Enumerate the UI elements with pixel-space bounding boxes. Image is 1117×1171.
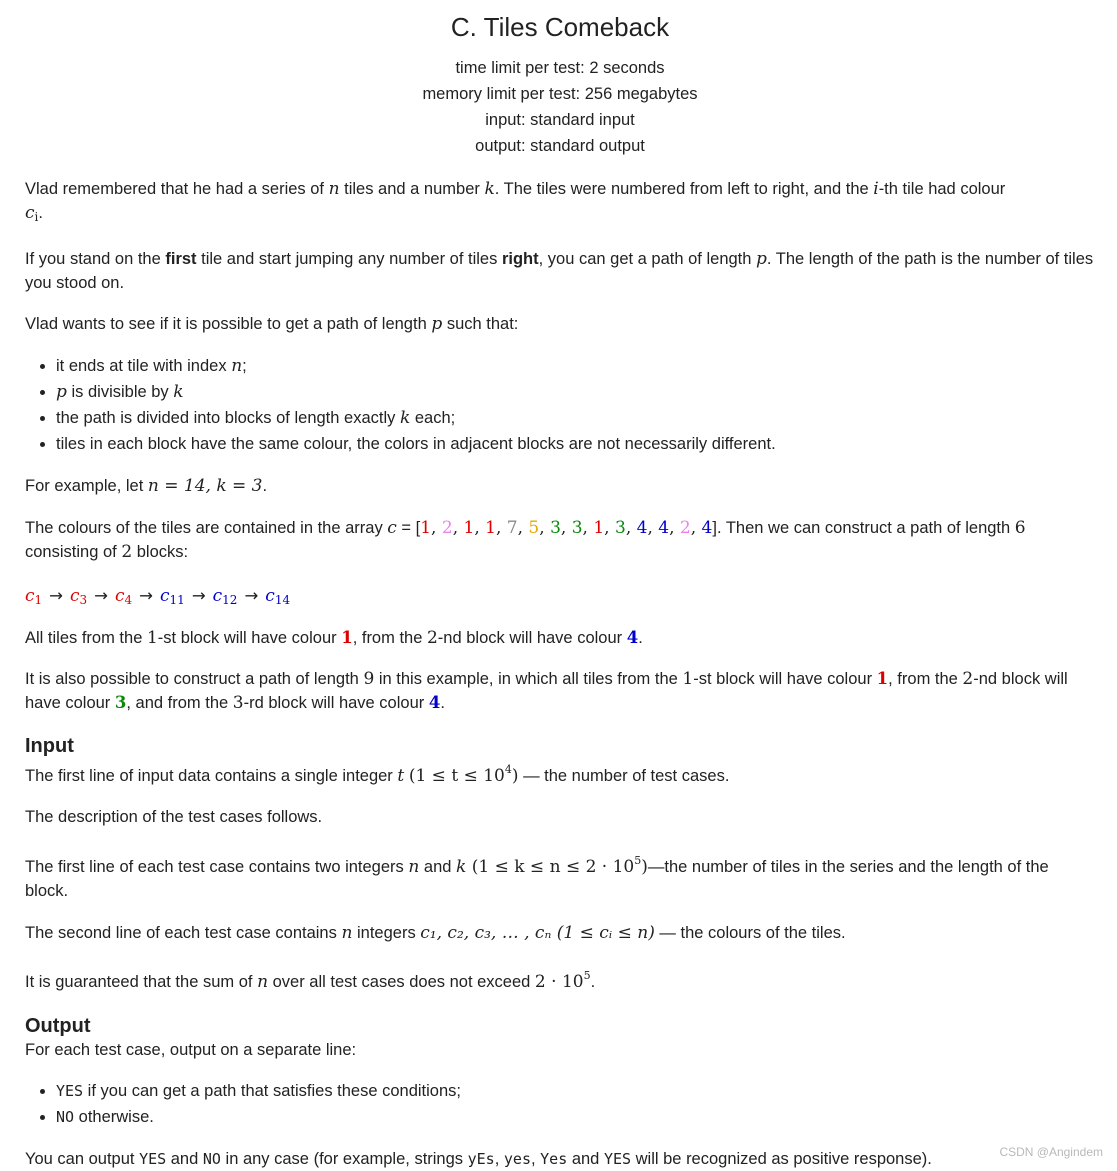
- legend-paragraph-4: [25, 474, 1095, 498]
- input-spec: input: standard input: [485, 111, 635, 129]
- text: .: [262, 477, 268, 495]
- math: 9: [363, 669, 375, 689]
- array-value: 3: [614, 518, 626, 538]
- memory-limit: memory limit per test: 256 megabytes: [422, 85, 698, 103]
- text: —the number of tiles in the series and the length of the block.: [25, 858, 1049, 900]
- text: , from the: [352, 629, 427, 647]
- array-value: 1: [420, 518, 432, 538]
- text: in this example, in which all tiles from the: [374, 670, 683, 688]
- text: -nd block will have colour: [437, 629, 627, 647]
- math: n: [231, 356, 243, 376]
- input-heading: Input: [25, 735, 74, 757]
- text: — the number of test cases.: [518, 767, 730, 785]
- array-separator: ,: [474, 518, 486, 538]
- arrow-icon: →: [244, 586, 259, 605]
- problem-statement: [25, 0, 1095, 1171]
- math-sub: i: [34, 210, 39, 224]
- array-separator: ,: [517, 518, 529, 538]
- path-tile-letter: c: [160, 586, 170, 606]
- list-item: [56, 379, 1095, 405]
- text: The second line of each test case contains: [25, 924, 342, 942]
- array-separator: ,: [495, 518, 507, 538]
- text: and: [567, 1150, 604, 1168]
- arrow-icon: →: [49, 586, 63, 605]
- text: It is guaranteed that the sum of: [25, 973, 258, 991]
- text: if you can get a path that satisfies these conditions;: [83, 1082, 461, 1100]
- colour-array: [420, 519, 712, 537]
- math-sup: 5: [583, 969, 591, 982]
- output-paragraph-2: [25, 1147, 1095, 1171]
- array-separator: ,: [625, 518, 637, 538]
- text: .: [638, 629, 643, 647]
- text: , you can get a path of length: [538, 250, 757, 268]
- text: Vlad remembered that he had a series of: [25, 180, 329, 198]
- array-value: 4: [636, 518, 648, 538]
- colour-value: 3: [114, 693, 127, 712]
- text: = [: [396, 519, 421, 537]
- array-value: 7: [506, 518, 518, 538]
- math-n: n: [408, 857, 420, 877]
- text: over all test cases does not exceed: [268, 973, 535, 991]
- math-n: n: [328, 179, 340, 199]
- math: k: [173, 382, 184, 402]
- input-paragraph-5: [25, 964, 1095, 994]
- math: 2: [426, 628, 438, 648]
- list-item: [56, 353, 1095, 379]
- array-value: 2: [441, 518, 453, 538]
- text: each;: [410, 409, 456, 427]
- time-limit: time limit per test: 2 seconds: [455, 59, 665, 77]
- array-value: 1: [593, 518, 605, 538]
- legend-paragraph-1: [25, 177, 1095, 229]
- array-separator: ,: [582, 518, 594, 538]
- text: , from the: [888, 670, 963, 688]
- path-tile-index: 1: [34, 593, 43, 607]
- math: 6: [1014, 518, 1026, 538]
- path-tile-index: 12: [222, 593, 238, 607]
- code: Yes: [540, 1150, 568, 1168]
- math: 2: [962, 669, 974, 689]
- watermark: CSDN @Angindem: [999, 1145, 1103, 1159]
- text: in any case (for example, strings: [220, 1150, 468, 1168]
- array-separator: ,: [604, 518, 615, 538]
- text: -st block will have colour: [157, 629, 342, 647]
- text: Vlad wants to see if it is possible to get a path of length: [25, 315, 432, 333]
- path-tile-letter: c: [70, 586, 80, 606]
- path-tile: [25, 587, 42, 605]
- path-tile-letter: c: [25, 586, 35, 606]
- code: YES: [603, 1150, 632, 1168]
- arrow-icon: →: [139, 586, 153, 605]
- path-tile-letter: c: [265, 586, 275, 606]
- text: -th tile had colour: [878, 180, 1006, 198]
- input-paragraph-1: [25, 758, 1095, 788]
- text: ]: [712, 519, 717, 537]
- math-p: p: [756, 249, 767, 269]
- math: ): [641, 857, 648, 877]
- colour-value: 4: [428, 693, 441, 712]
- problem-header: [25, 10, 1095, 159]
- math-i: i: [873, 179, 879, 199]
- text: . Then we can construct a path of length: [716, 519, 1015, 537]
- text: tiles in each block have the same colour, the colors in adjacent blocks are not necessarily different.: [56, 435, 776, 453]
- array-value: 2: [679, 518, 691, 538]
- text: is divisible by: [66, 383, 174, 401]
- arrow-icon: →: [191, 586, 206, 605]
- text: You can output: [25, 1150, 140, 1168]
- output-spec: output: standard output: [475, 137, 645, 155]
- bold-first: first: [165, 250, 197, 268]
- list-item: [56, 1078, 1095, 1104]
- array-separator: ,: [539, 518, 551, 538]
- text: .: [440, 694, 445, 712]
- text: integers: [352, 924, 421, 942]
- text: -st block will have colour: [693, 670, 877, 688]
- path-tile: [213, 587, 238, 605]
- array-value: 3: [571, 518, 583, 538]
- text: .: [38, 204, 43, 222]
- text: For example, let: [25, 477, 148, 495]
- legend-paragraph-6: [25, 626, 1095, 650]
- text: it ends at tile with index: [56, 357, 232, 375]
- math: (1 ≤ t ≤ 10: [408, 766, 505, 786]
- path-tile: [70, 587, 87, 605]
- list-item: [56, 1104, 1095, 1130]
- math: 1: [146, 628, 158, 648]
- list-item: [56, 431, 1095, 457]
- legend-paragraph-3: [25, 312, 1095, 336]
- text: If you stand on the: [25, 250, 166, 268]
- math: k: [399, 408, 411, 428]
- math-n: n: [341, 923, 353, 943]
- array-separator: ,: [431, 518, 442, 538]
- code-no: NO: [56, 1108, 75, 1126]
- math: 2 · 10: [534, 972, 584, 992]
- text: tiles and a number: [339, 180, 485, 198]
- array-value: 4: [658, 518, 670, 538]
- array-separator: ,: [647, 518, 659, 538]
- text: and: [166, 1150, 203, 1168]
- path-tile: [265, 587, 290, 605]
- arrow-icon: →: [94, 586, 108, 605]
- math: n = 14, k = 3: [147, 476, 263, 496]
- legend-paragraph-5: [25, 516, 1095, 564]
- math-sup: 4: [504, 763, 512, 776]
- math-k: k: [484, 179, 495, 199]
- text: -nd block will have colour: [25, 670, 1068, 712]
- text: the path is divided into blocks of length exactly: [56, 409, 400, 427]
- math-k: k: [456, 857, 467, 877]
- input-paragraph-3: [25, 849, 1095, 903]
- text: and: [419, 858, 457, 876]
- array-value: 5: [528, 518, 540, 538]
- text: All tiles from the: [25, 629, 147, 647]
- text: -rd block will have colour: [243, 694, 429, 712]
- list-item: [56, 405, 1095, 431]
- math-p: p: [431, 314, 443, 334]
- colour-value: 1: [876, 669, 889, 688]
- output-paragraph-1: For each test case, output on a separate line:: [25, 1041, 357, 1059]
- math: (1 ≤ cᵢ ≤ n): [551, 923, 655, 943]
- math: p: [56, 382, 67, 402]
- text: . The length of the path is the number of tiles you stood on.: [25, 250, 1094, 292]
- array-separator: ,: [690, 518, 702, 538]
- math: 3: [232, 693, 244, 713]
- text: — the colours of the tiles.: [654, 924, 846, 942]
- path-tile-index: 4: [124, 593, 133, 607]
- example-path: [25, 584, 1095, 612]
- math-c: c: [387, 518, 397, 538]
- math: 2: [121, 542, 133, 562]
- array-separator: ,: [669, 518, 680, 538]
- array-value: 4: [701, 518, 713, 538]
- path-tile: [160, 587, 185, 605]
- text: consisting of: [25, 543, 122, 561]
- text: ;: [242, 357, 247, 375]
- math-c: c: [25, 203, 35, 223]
- path-tile: [115, 587, 132, 605]
- problem-title: C. Tiles Comeback: [450, 12, 670, 42]
- text: blocks:: [132, 543, 189, 561]
- text: ,: [530, 1150, 541, 1168]
- code-yes: YES: [56, 1082, 84, 1100]
- code: yes: [503, 1150, 531, 1168]
- text: such that:: [442, 315, 519, 333]
- output-heading: Output: [25, 1015, 91, 1037]
- input-paragraph-2: The description of the test cases follows.: [25, 808, 323, 826]
- text: The colours of the tiles are contained in the array: [25, 519, 388, 537]
- path-tile-index: 3: [79, 593, 88, 607]
- colour-value: 1: [341, 628, 353, 647]
- text: .: [590, 973, 596, 991]
- output-list: [25, 1078, 1095, 1130]
- math: (1 ≤ k ≤ n ≤ 2 · 10: [466, 857, 635, 877]
- path-tile-letter: c: [115, 586, 125, 606]
- code: NO: [202, 1150, 221, 1168]
- math-n: n: [257, 972, 269, 992]
- legend-paragraph-7: [25, 667, 1095, 715]
- text: It is also possible to construct a path of length: [25, 670, 364, 688]
- math: 1: [682, 669, 694, 689]
- text: tile and start jumping any number of tiles: [196, 250, 502, 268]
- legend-paragraph-2: [25, 247, 1095, 295]
- array-separator: ,: [452, 518, 464, 538]
- code: yEs: [467, 1150, 495, 1168]
- array-value: 3: [550, 518, 561, 538]
- text: will be recognized as positive response).: [631, 1150, 932, 1168]
- text: ,: [494, 1150, 504, 1168]
- math: ): [511, 766, 519, 786]
- conditions-list: [25, 353, 1095, 457]
- text: The first line of each test case contains two integers: [25, 858, 409, 876]
- math: c₁, c₂, c₃, … , cₙ: [420, 923, 552, 943]
- text: , and from the: [126, 694, 233, 712]
- text: The first line of input data contains a single integer: [25, 767, 398, 785]
- text: otherwise.: [74, 1108, 154, 1126]
- bold-right: right: [501, 250, 539, 268]
- array-value: 1: [485, 518, 496, 538]
- array-separator: ,: [560, 518, 572, 538]
- input-paragraph-4: [25, 921, 1095, 945]
- path-tile-index: 11: [169, 593, 185, 607]
- path-tile-index: 14: [274, 593, 291, 607]
- math-t: t: [397, 766, 405, 786]
- path-tile-letter: c: [212, 586, 223, 606]
- math-sup: 5: [634, 854, 642, 867]
- text: . The tiles were numbered from left to right, and the: [494, 180, 874, 198]
- code: YES: [139, 1150, 167, 1168]
- array-value: 1: [463, 518, 475, 538]
- colour-value: 4: [626, 628, 639, 647]
